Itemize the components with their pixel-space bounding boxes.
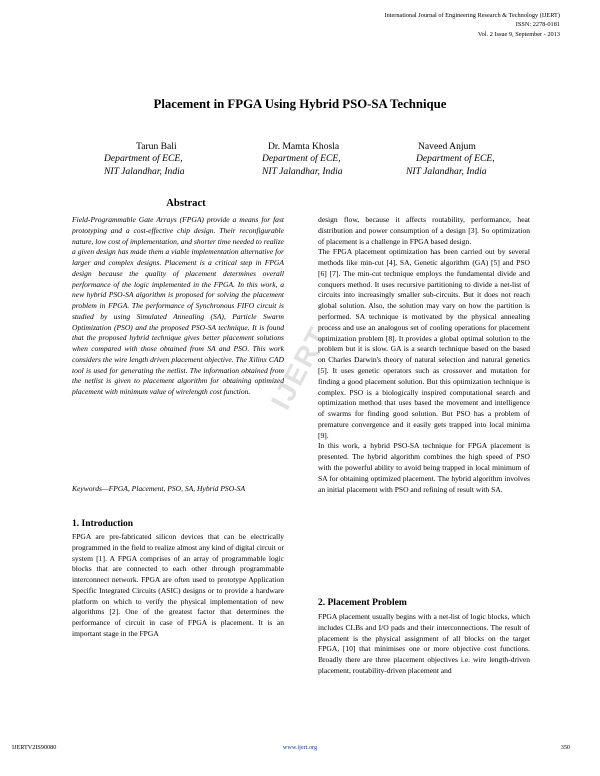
author-department: Department of ECE, xyxy=(262,153,341,165)
author-department: Department of ECE, xyxy=(104,153,183,165)
footer-website-link[interactable]: www.ijert.org xyxy=(282,744,318,751)
author-name: Tarun Bali xyxy=(136,141,177,152)
placement-problem-text xyxy=(318,612,530,677)
author-name: Naveed Anjum xyxy=(418,141,476,152)
journal-name: International Journal of Engineering Research & Technology (IJERT) xyxy=(384,12,560,19)
footer-paper-id: IJERTV2IS90080 xyxy=(12,744,57,751)
introduction-text xyxy=(72,532,284,640)
author-institute: NIT Jalandhar, India xyxy=(406,165,487,177)
abstract-heading: Abstract xyxy=(166,198,206,209)
author-block xyxy=(104,141,185,178)
paragraph: design flow, because it affects routability, performance, heat distribution and power consumption of a design [3]. So optimization of placement is a challenge in FPGA based design. xyxy=(318,215,530,246)
introduction-heading: 1. Introduction xyxy=(72,519,134,529)
introduction-paragraph: FPGA are pre-fabricated silicon devices that can be electrically programmed in the field to realize almost any kind of digital circuit or system [1]. A FPGA comprises of an array of programmable logic blocks that are connected to each other through programmable interconnect network. FPGA are often used to prototype Application Specific Integrated Circuits (ASIC) designs or to provide a hardware platform on which to verify the physical implementation of new algorithms [2]. One of the greatest factor that determines the performance of circuit in case of FPGA is placement. It is an important stage in the FPGA xyxy=(72,532,284,639)
footer-page-number: 350 xyxy=(560,744,570,751)
watermark: IJERT xyxy=(264,321,335,415)
author-department: Department of ECE, xyxy=(416,153,495,165)
author-institute: NIT Jalandhar, India xyxy=(104,165,185,177)
author-institute: NIT Jalandhar, India xyxy=(262,165,343,177)
placement-problem-paragraph: FPGA placement usually begins with a net-list of logic blocks, which includes CLBs and I/O pads and their interconnections. The result of placement is the physical assignment of all blocks on the target FPGA, [10] that minimises one or more objective cost functions. Broadly there are three placement objectives i.e. wire length-driven placement, routability-driven placement and xyxy=(318,612,530,675)
placement-problem-heading: 2. Placement Problem xyxy=(318,598,407,608)
abstract-text: Field-Programmable Gate Arrays (FPGA) provide a means for fast prototyping and a cost-effective chip design. Their reconfigurable nature, low cost of implementation, and shorter time needed to realize a given design has made them a viable implementation alternative for larger and complex designs. Placement is a critical step in FPGA design because the quality of placement determines overall performance of the logic implemented in the FPGA. In this work, a new hybrid PSO-SA algorithm is proposed for solving the placement problem in FPGA. The performance of Synchronous FIFO circuit is studied by using Simulated Annealing (SA), Particle Swarm Optimization (PSO) and the proposed PSO-SA technique. It is found that the proposed hybrid technique gives better placement solutions when compared with those obtained from SA and PSO. This work considers the wire length driven placement objective. The Xilinx CAD tool is used for generating the netlist. The information obtained from the netlist is given to placement algorithm for obtaining optimized placement with minimum value of wirelength cost function. xyxy=(72,215,284,396)
journal-header xyxy=(385,11,561,39)
paper-title: Placement in FPGA Using Hybrid PSO-SA Technique xyxy=(153,97,447,111)
keywords: Keywords—FPGA, Placement, PSO, SA, Hybrid PSO-SA xyxy=(72,484,246,493)
author-block xyxy=(262,141,343,178)
right-column-text xyxy=(318,215,530,495)
paragraph: In this work, a hybrid PSO-SA technique for FPGA placement is presented. The hybrid algorithm combines the high speed of PSO with the powerful ability to avoid being trapped in local minimum of SA for obtaining optimized placement. The hybrid algorithm involves an initial placement with PSO and refining of result with SA. xyxy=(318,441,530,494)
journal-issn: ISSN: 2278-0181 xyxy=(515,21,560,29)
journal-volume: Vol. 2 Issue 9, September - 2013 xyxy=(477,30,560,38)
paragraph: The FPGA placement optimization has been carried out by several methods like min-cut [4], SA, Genetic algorithm (GA) [5] and PSO [6] [7]. The min-cut technique employs the fundamental divide and conquers method. It uses recursive partitioning to divide a net-list of circuits into increasingly smaller sub-circuits. But it does not reach global solution. Also, the solution may vary on how the partition is performed. SA technique is motivated by the physical annealing process and use an analogous set of cooling operations for placement optimization problem [8]. It provides a global optimal solution to the problem but it is slow. GA is a search technique based on the based on Charles Darwin's theory of natural selection and natural genetics [5]. It uses genetic operators such as crossover and mutation for finding a good placement solution. But this optimization technique is complex. PSO is a biologically inspired computational search and optimization method that uses based the movement and intelligence of swarms for finding good solution. But PSO has a problem of premature convergence and it easily gets trapped into local minima [9]. xyxy=(318,247,530,440)
author-block xyxy=(404,141,495,178)
author-name: Dr. Mamta Khosla xyxy=(268,141,340,152)
